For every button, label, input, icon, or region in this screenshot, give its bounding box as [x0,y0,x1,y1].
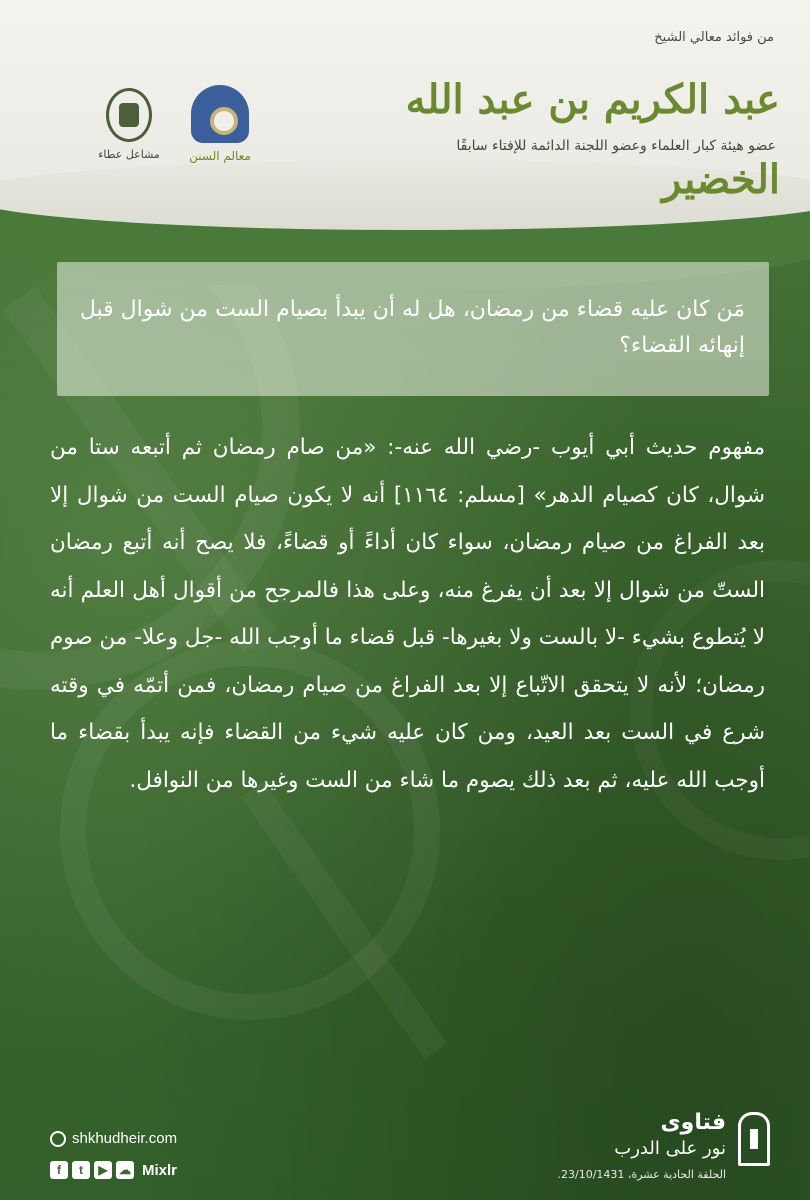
sheikh-title: عضو هيئة كبار العلماء وعضو اللجنة الدائمة للإفتاء سابقًا [456,138,776,154]
mixlr-link[interactable]: Mixlr [142,1161,178,1179]
program-badge [520,1110,770,1190]
maalim-alsunan-logo [185,85,255,175]
episode-info: الحلقة الحادية عشرة، 23/10/1431. [557,1168,726,1181]
palm-seal-icon [106,88,152,142]
footer-links [50,1130,177,1179]
question-box: مَن كان عليه قضاء من رمضان، هل له أن يبدأ بصيام الست من شوال قبل إنهائه القضاء؟ [57,262,769,396]
header-intro: من فوائد معالي الشيخ [654,30,774,45]
website-link[interactable] [50,1130,177,1147]
mihrab-icon [738,1112,770,1166]
program-title: فتاوى [660,1110,726,1135]
social-icons [50,1161,177,1179]
globe-icon [50,1131,66,1147]
dome-icon [191,85,249,143]
sheikh-name-calligraphy: عبد الكريم بن عبد الله الخضير [405,76,780,203]
logo-label: مشاعل عطاء [98,148,160,161]
answer-text: مفهوم حديث أبي أيوب -رضي الله عنه-: «من صام رمضان ثم أتبعه ستا من شوال، كان كصيام الدهر» [مسلم: ١١٦٤] أنه لا يكون صيام الست من شوال إلا بعد الفراغ من صيام رمضان، سواء كان أداءً أو قضاءً، فلا يصح أنه أتبع رمضان الستّ من شوال إلا بعد أن يفرغ منه، وعلى هذا فالمرجح من أقوال أهل العلم أنه لا يُتطوع بشيء -لا بالست ولا بغيرها- قبل قضاء ما أوجب الله -جل وعلا- من صوم رمضان؛ لأنه لا يتحقق الاتّباع إلا بعد الفراغ من صيام رمضان، فمن أتمّه في وقته شرع في الست بعد العيد، ومن كان عليه شيء من القضاء فإنه يبدأ بقضاء ما أوجب الله عليه، ثم بعد ذلك يصوم ما شاء من الست وغيرها من النوافل. [50,435,765,793]
header [0,0,810,215]
mashael-ataa-logo [94,88,164,178]
program-subtitle: نور على الدرب [614,1138,726,1159]
twitter-icon[interactable]: t [72,1161,90,1179]
facebook-icon[interactable]: f [50,1161,68,1179]
logo-label: معالم السنن [189,149,251,163]
soundcloud-icon[interactable]: ☁ [116,1161,134,1179]
website-url: shkhudheir.com [72,1130,178,1147]
youtube-icon[interactable]: ▶ [94,1161,112,1179]
